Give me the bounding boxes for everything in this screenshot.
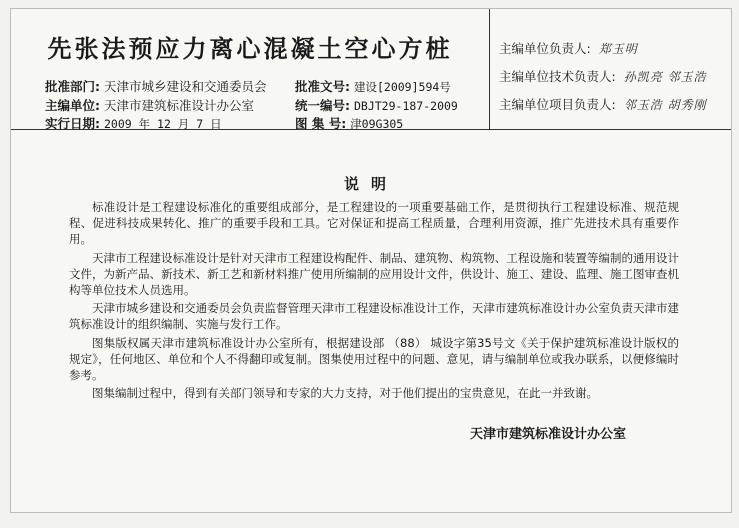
paragraph: 天津市城乡建设和交通委员会负责监督管理天津市工程建设标准设计工作，天津市建筑标准设计办公室负责天津市建筑标准设计的组织编制、实施与发行工作。	[69, 301, 679, 332]
unified-no-field	[295, 96, 458, 114]
approval-dept-row	[45, 77, 451, 95]
chief-label: 主编单位负责人:	[499, 41, 591, 56]
approval-no-field	[295, 77, 451, 95]
paragraph: 天津市工程建设标准设计是针对天津市工程建设构配件、制品、建筑物、构筑物、工程设施和装置等编制的通用设计文件，为新产品、新技术、新工艺和新材料推广使用所编制的应用设计文件，供设计、施工、建设、监理、施工图审查机构等单位技术人员选用。	[69, 250, 679, 298]
impl-date-label: 实行日期:	[45, 116, 100, 131]
tech-signature: 孙凯亮 邻玉浩	[623, 70, 707, 84]
approval-dept-value: 天津市城乡建设和交通委员会	[103, 79, 267, 94]
document-page	[10, 8, 732, 513]
responsible-persons	[491, 9, 731, 129]
section-title: 说明	[343, 175, 398, 193]
atlas-no-field	[295, 114, 403, 132]
atlas-no-label: 图 集 号:	[295, 116, 347, 131]
header-info	[11, 9, 490, 129]
atlas-no-value: 津09G305	[350, 117, 404, 131]
project-label: 主编单位项目负责人:	[499, 97, 616, 112]
editor-unit-row	[45, 96, 458, 114]
approval-no-label: 批准文号:	[295, 79, 350, 94]
unified-no-label: 统一编号:	[295, 98, 350, 113]
paragraph: 图集版权属天津市建筑标准设计办公室所有，根据建设部 （88） 城设字第35号文《关于保护建筑标准设计版权的规定》，任何地区、单位和个人不得翻印或复制。图集使用过程中的问题、意见，请与编制单位或我办联系，以便修编时参考。	[69, 335, 679, 383]
paragraph: 标准设计是工程建设标准化的重要组成部分，是工程建设的一项重要基础工作，是贯彻执行工程建设标准、规范规程、促进科技成果转化、推广的重要手段和工具。它对保证和提高工程质量，合理利用资源，推广先进技术具有重要作用。	[69, 200, 679, 247]
issuer-signoff: 天津市建筑标准设计办公室	[469, 427, 626, 442]
impl-date-row	[45, 114, 404, 132]
approval-dept-label: 批准部门:	[45, 79, 100, 94]
project-row	[499, 95, 707, 113]
tech-label: 主编单位技术负责人:	[499, 69, 616, 84]
header-block	[11, 9, 731, 130]
paragraph: 图集编制过程中，得到有关部门领导和专家的大力支持，对于他们提出的宝贵意见，在此一并致谢。	[92, 386, 598, 401]
editor-unit-value: 天津市建筑标准设计办公室	[103, 98, 254, 113]
impl-date-value: 2009 年 12 月 7 日	[103, 117, 222, 131]
description-body	[69, 199, 679, 403]
document-title: 先张法预应力离心混凝土空心方桩	[47, 35, 453, 63]
chief-row	[499, 39, 638, 57]
tech-row	[499, 67, 707, 85]
unified-no-value: DBJT29-187-2009	[353, 99, 458, 113]
editor-unit-label: 主编单位:	[45, 98, 100, 113]
project-signature: 邻玉浩 胡秀刚	[623, 98, 707, 112]
chief-signature: 郑玉明	[598, 42, 638, 56]
approval-no-value: 建设[2009]594号	[353, 80, 451, 94]
